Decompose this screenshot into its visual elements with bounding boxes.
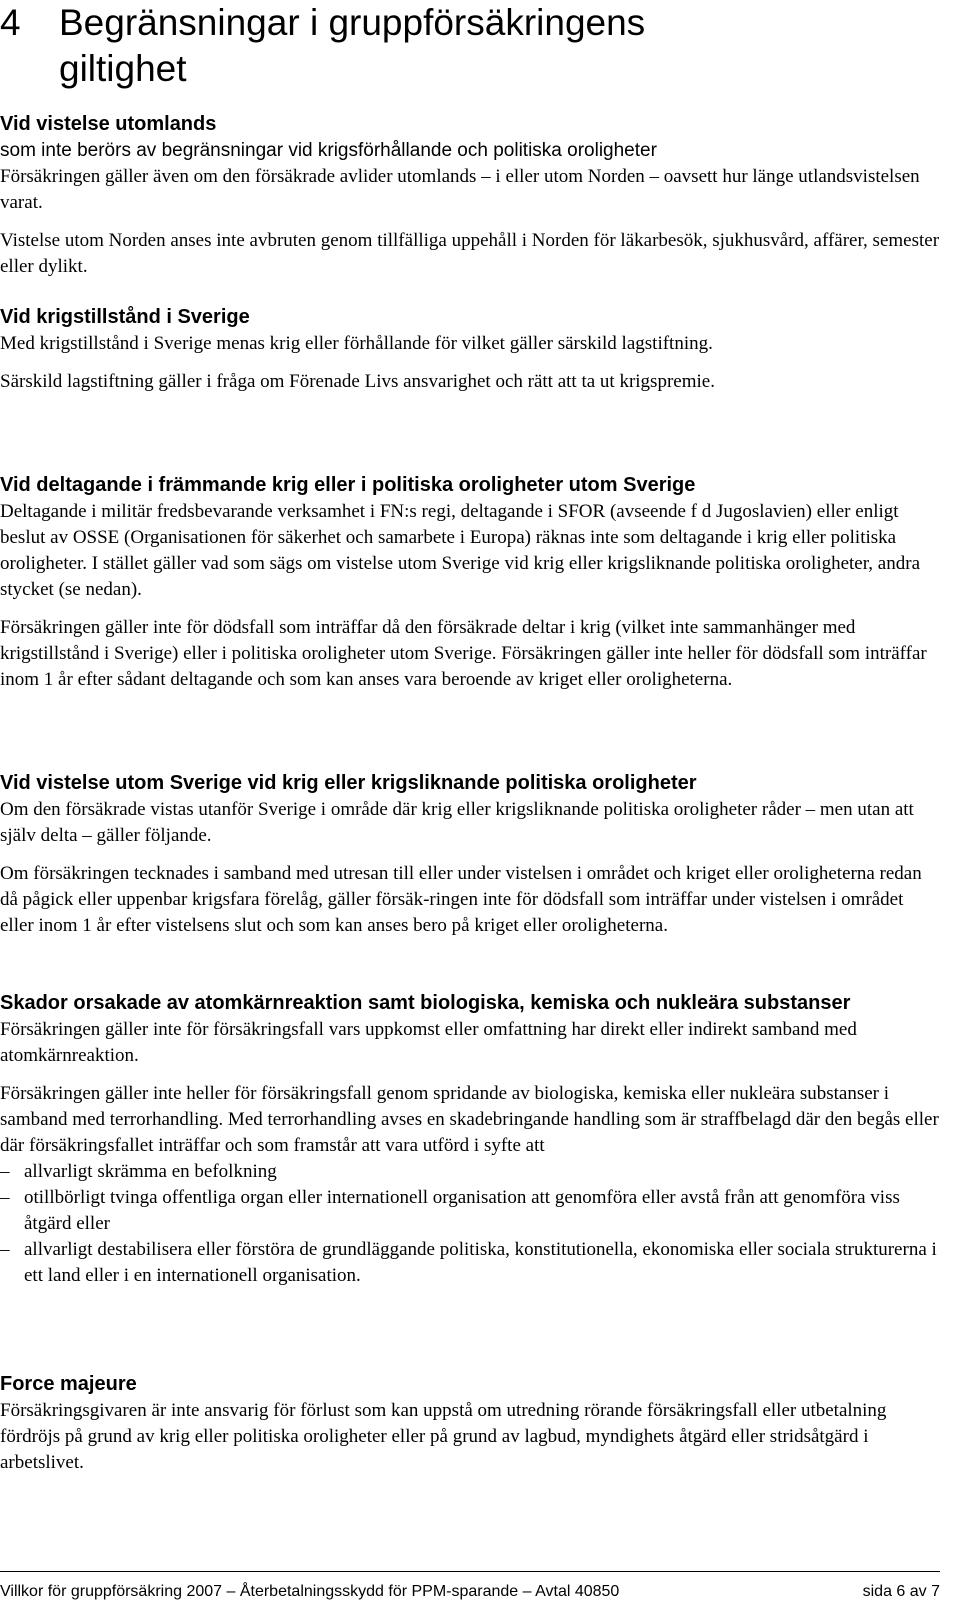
paragraph: Försäkringen gäller även om den försäkrade avlider utomlands – i eller utom Norden – oavsett hur länge utlandsvistelsen varat. [0,166,920,213]
paragraph: Försäkringsgivaren är inte ansvarig för förlust som kan uppstå om utredning rörande försäkringsfall eller utbetalning fördröjs på grund av krig eller politiska oroligheter eller på grund av lagbud, myndighets åtgärd eller stridsåtgärd i arbetslivet. [0,1400,887,1473]
section-utomlands [0,111,940,280]
paragraph: Vistelse utom Norden anses inte avbruten genom tillfälliga uppehåll i Norden för läkarbesök, sjukhusvård, affärer, semester eller dylikt. [0,230,940,277]
chapter-number: 4 [0,2,21,43]
list-item-text: allvarligt skrämma en befolkning [24,1161,277,1182]
dash-bullet: – [0,1161,10,1182]
paragraph: Försäkringen gäller inte för dödsfall som inträffar då den försäkrade deltar i krig (vilket inte sammanhänger med krigstillstånd i Sverige) eller i politiska oroligheter utom Sverige. Försäkringen gäller inte heller för dödsfall som inträffar inom 1 år efter sådant deltagande och som kan anses vara beroende av kriget eller oroligheterna. [0,617,927,690]
section-subheading: som inte berörs av begränsningar vid krigsförhållande och politiska oroligheter [0,140,657,161]
paragraph: Med krigstillstånd i Sverige menas krig eller förhållande för vilket gäller särskild lagstiftning. [0,333,713,354]
section-heading: Vid krigstillstånd i Sverige [0,306,250,328]
section-force-majeure [0,1371,940,1476]
section-deltagande [0,472,940,693]
list-item [0,1237,940,1289]
chapter-title [0,0,940,92]
dash-bullet: – [0,1239,10,1260]
dash-bullet: – [0,1187,10,1208]
footer-page-number: sida 6 av 7 [862,1583,940,1600]
paragraph: Försäkringen gäller inte heller för försäkringsfall genom spridande av biologiska, kemiska eller nukleära substanser i samband med terrorhandling. Med terrorhandling avses en skadebringande handling som är straffbelagd där den begås eller där försäkringsfallet inträffar och som framstår att vara utförd i syfte att [0,1083,939,1156]
footer-document-title: Villkor för gruppförsäkring 2007 – Återbetalningsskydd för PPM-sparande – Avtal 40850 [0,1583,620,1600]
section-heading: Skador orsakade av atomkärnreaktion samt biologiska, kemiska och nukleära substanser [0,992,851,1014]
section-krigstillstand [0,304,940,395]
chapter-title-line2: giltighet [59,48,187,89]
list-item [0,1185,940,1237]
section-heading: Vid vistelse utomlands [0,113,217,135]
paragraph: Om den försäkrade vistas utanför Sverige i område där krig eller krigsliknande politiska oroligheter råder – men utan att själv delta – gäller följande. [0,799,914,846]
page-footer [0,1571,940,1600]
list-item [0,1159,940,1185]
list-item-text: allvarligt destabilisera eller förstöra de grundläggande politiska, konstitutionella, ekonomiska eller sociala strukturerna i ett land eller i en internationell organisation. [24,1239,937,1286]
section-heading: Vid deltagande i främmande krig eller i politiska oroligheter utom Sverige [0,474,696,496]
purpose-list [0,1159,940,1289]
section-vistelse-krig [0,770,940,939]
paragraph: Om försäkringen tecknades i samband med utresan till eller under vistelsen i området och kriget eller oroligheterna redan då pågick eller uppenbar krigsfara förelåg, gäller försäk-ringen inte för dödsfall som inträffar under vistelsen i området eller inom 1 år efter vistelsens slut och som kan anses bero på kriget eller oroligheterna. [0,863,922,936]
paragraph: Deltagande i militär fredsbevarande verksamhet i FN:s regi, deltagande i SFOR (avseende f d Jugoslavien) eller enligt beslut av OSSE (Organisationen för säkerhet och samarbete i Europa) räknas inte som deltagande i krig eller politiska oroligheter. I stället gäller vad som sägs om vistelse utom Sverige vid krig eller krigsliknande politiska oroligheter, andra stycket (se nedan). [0,501,920,600]
paragraph: Försäkringen gäller inte för försäkringsfall vars uppkomst eller omfattning har direkt eller indirekt samband med atomkärnreaktion. [0,1019,857,1066]
paragraph: Särskild lagstiftning gäller i fråga om Förenade Livs ansvarighet och rätt att ta ut krigspremie. [0,371,715,392]
chapter-title-line1: Begränsningar i gruppförsäkringens [59,2,646,43]
list-item-text: otillbörligt tvinga offentliga organ eller internationell organisation att genomföra eller avstå från att genomföra viss åtgärd eller [24,1187,900,1234]
section-heading: Force majeure [0,1373,137,1395]
section-atomkarnreaktion [0,990,940,1289]
section-heading: Vid vistelse utom Sverige vid krig eller krigsliknande politiska oroligheter [0,772,697,794]
